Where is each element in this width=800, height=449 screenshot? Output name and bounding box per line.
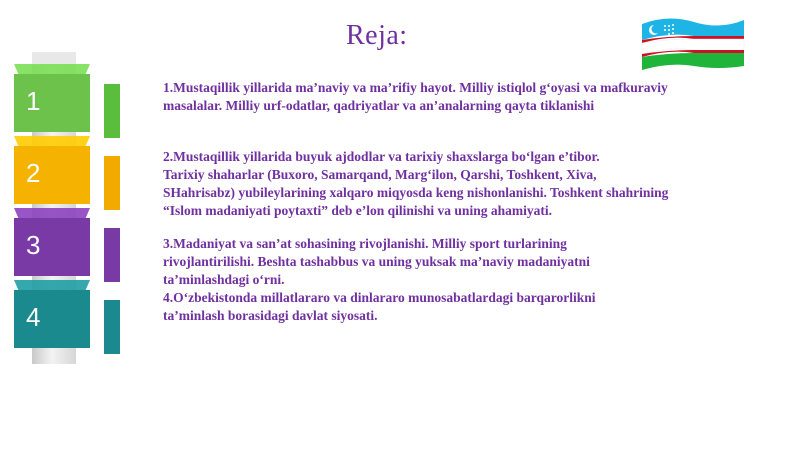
cube-4 — [12, 276, 122, 346]
plan-line: 2.Mustaqillik yillarida buyuk ajdodlar va tarixiy shaxslarga bo‘lgan e’tibor. — [163, 149, 600, 164]
cube-3-number: 3 — [26, 230, 41, 260]
plan-line: rivojlantirilishi. Beshta tashabbus va uning yuksak ma’naviy madaniyatni — [163, 254, 590, 269]
plan-item-1 — [163, 79, 763, 115]
plan-line: ta’minlashdagi o‘rni. — [163, 272, 285, 287]
numbered-cube-stack — [12, 52, 122, 364]
slide-title: Reja: — [346, 20, 408, 51]
plan-item-3-4 — [163, 235, 763, 325]
plan-line: 4.O‘zbekistonda millatlararo va dinlararo munosabatlardagi barqarorlikni — [163, 290, 596, 305]
cube-4-side-bar — [104, 300, 120, 354]
cube-3-side-bar — [104, 228, 120, 282]
cube-2-side-bar — [104, 156, 120, 210]
cube-2 — [12, 132, 122, 202]
cube-1-side-bar — [104, 84, 120, 138]
plan-line: SHahrisabz) yubileylarining xalqaro miqyosda keng nishonlanishi. Toshkent shahrining — [163, 185, 669, 200]
cube-2-number: 2 — [26, 158, 41, 188]
plan-line: 1.Mustaqillik yillarida ma’naviy va ma’rifiy hayot. Milliy istiqlol g‘oyasi va mafkuraviy — [163, 80, 668, 95]
cube-1-number: 1 — [26, 86, 41, 116]
cube-4-number: 4 — [26, 302, 41, 332]
plan-line: Tarixiy shaharlar (Buxoro, Samarqand, Marg‘ilon, Qarshi, Toshkent, Xiva, — [163, 167, 597, 182]
cube-3 — [12, 204, 122, 274]
cube-1 — [12, 60, 122, 130]
plan-line: “Islom madaniyati poytaxti” deb e’lon qilinishi va uning ahamiyati. — [163, 203, 552, 218]
plan-line: 3.Madaniyat va san’at sohasining rivojlanishi. Milliy sport turlarining — [163, 236, 567, 251]
plan-line: ta’minlash borasidagi davlat siyosati. — [163, 308, 378, 323]
plan-item-2 — [163, 148, 763, 220]
uzbekistan-flag-image — [638, 14, 748, 70]
plan-line: masalalar. Milliy urf-odatlar, qadriyatlar va an’analarning qayta tiklanishi — [163, 98, 595, 113]
